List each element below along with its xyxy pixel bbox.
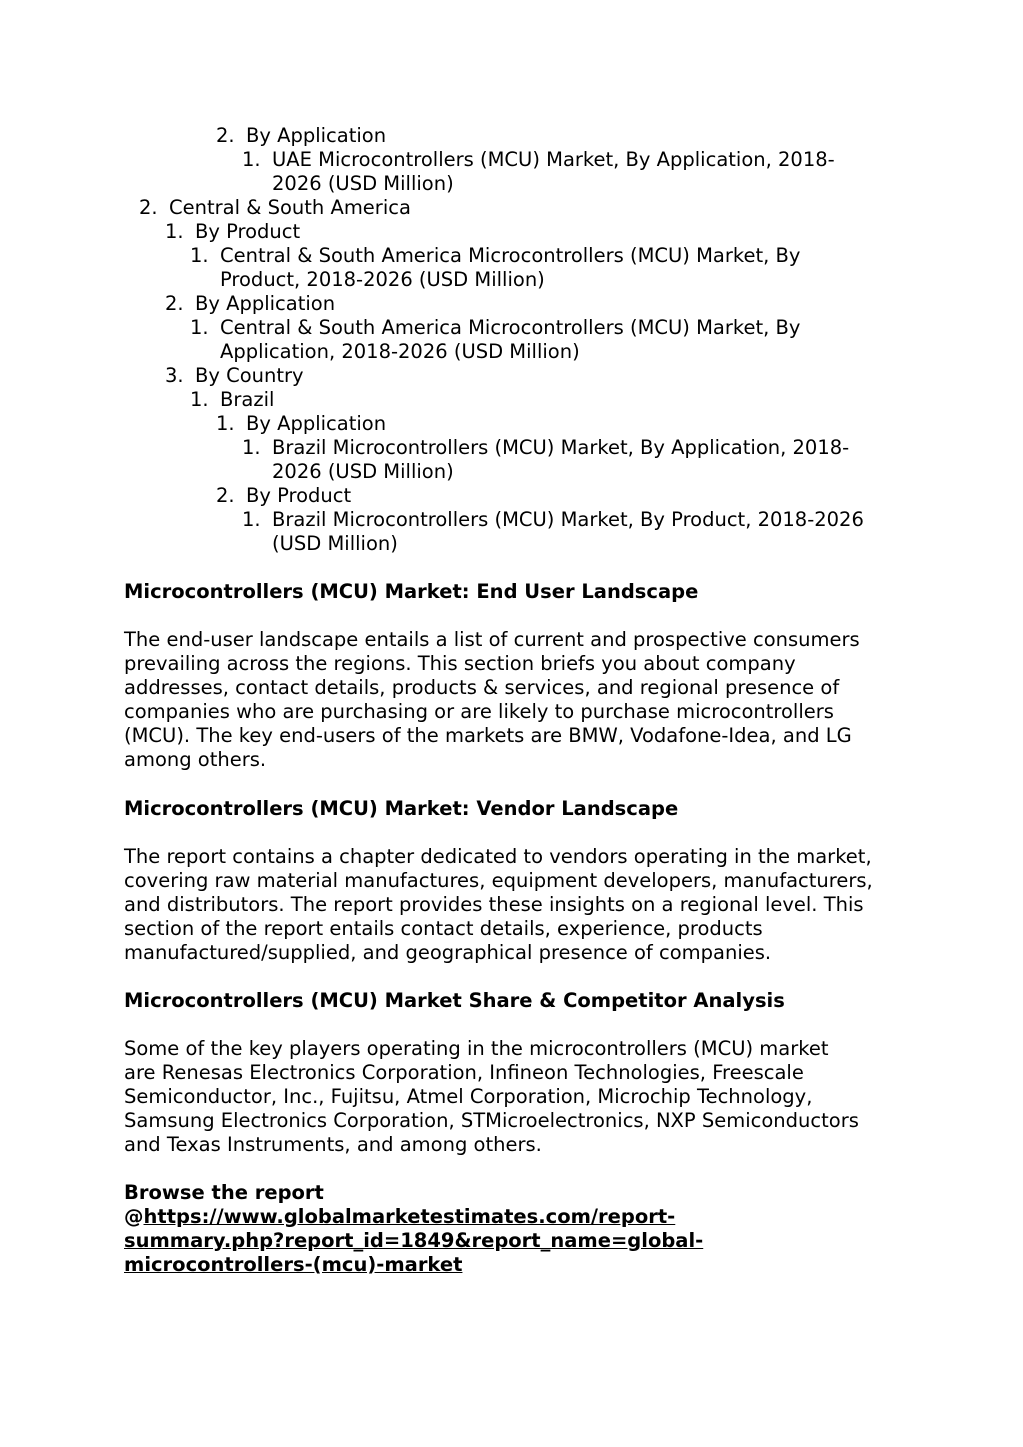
outline-item-text: By Product [195, 220, 301, 243]
outline-number: 2. [216, 124, 235, 147]
paragraph-line: are Renesas Electronics Corporation, Infineon Technologies, Freescale [124, 1061, 804, 1084]
browse-link-line-2 [124, 1229, 703, 1253]
outline-item-text: By Application [246, 412, 387, 435]
outline-item-text: Brazil [220, 388, 275, 411]
outline-number: 1. [216, 412, 235, 435]
outline-item-text: Central & South America Microcontrollers (MCU) Market, By [220, 244, 801, 267]
outline-item-text-continued: Application, 2018-2026 (USD Million) [220, 340, 580, 363]
report-link[interactable]: https://www.globalmarketestimates.com/report- [143, 1205, 676, 1228]
report-link-continued[interactable]: microcontrollers-(mcu)-market [124, 1253, 463, 1276]
outline-item-text: Brazil Microcontrollers (MCU) Market, By Product, 2018-2026 [272, 508, 864, 531]
paragraph-line: Some of the key players operating in the microcontrollers (MCU) market [124, 1037, 829, 1060]
outline-number: 2. [165, 292, 184, 315]
outline-number: 1. [242, 436, 261, 459]
browse-link-line-3 [124, 1253, 462, 1277]
section-heading-market-share: Microcontrollers (MCU) Market Share & Competitor Analysis [124, 989, 785, 1012]
paragraph-line: and distributors. The report provides these insights on a regional level. This [124, 893, 864, 916]
outline-item-text: By Application [195, 292, 336, 315]
paragraph-line: Semiconductor, Inc., Fujitsu, Atmel Corporation, Microchip Technology, [124, 1085, 813, 1108]
outline-item-text: By Application [246, 124, 387, 147]
outline-number: 1. [190, 388, 209, 411]
report-link-continued[interactable]: summary.php?report_id=1849&report_name=global- [124, 1229, 704, 1252]
outline-item-text: By Product [246, 484, 352, 507]
outline-number: 1. [242, 148, 261, 171]
browse-at-prefix: @ [124, 1205, 144, 1228]
browse-label: Browse the report [124, 1181, 324, 1204]
paragraph-line: The report contains a chapter dedicated to vendors operating in the market, [124, 845, 872, 868]
paragraph-line: Samsung Electronics Corporation, STMicroelectronics, NXP Semiconductors [124, 1109, 859, 1132]
paragraph-line: The end-user landscape entails a list of current and prospective consumers [124, 628, 860, 651]
paragraph-line: prevailing across the regions. This section briefs you about company [124, 652, 796, 675]
outline-number: 1. [242, 508, 261, 531]
paragraph-line: manufactured/supplied, and geographical presence of companies. [124, 941, 772, 964]
outline-item-text: Brazil Microcontrollers (MCU) Market, By Application, 2018- [272, 436, 850, 459]
paragraph-line: companies who are purchasing or are likely to purchase microcontrollers [124, 700, 834, 723]
outline-item-text-continued: (USD Million) [272, 532, 398, 555]
outline-number: 1. [165, 220, 184, 243]
outline-number: 2. [216, 484, 235, 507]
paragraph-line: covering raw material manufactures, equipment developers, manufacturers, [124, 869, 873, 892]
outline-item-text: Central & South America [169, 196, 411, 219]
paragraph-market-share [124, 1037, 894, 1157]
paragraph-line: addresses, contact details, products & services, and regional presence of [124, 676, 840, 699]
paragraph-line: section of the report entails contact details, experience, products [124, 917, 763, 940]
outline-item-text: Central & South America Microcontrollers (MCU) Market, By [220, 316, 801, 339]
outline-item-text-continued: 2026 (USD Million) [272, 460, 454, 483]
browse-link-line-1 [124, 1205, 675, 1229]
outline-number: 2. [139, 196, 158, 219]
paragraph-line: (MCU). The key end-users of the markets are BMW, Vodafone-Idea, and LG [124, 724, 852, 747]
paragraph-line: among others. [124, 748, 267, 771]
section-heading-end-user: Microcontrollers (MCU) Market: End User Landscape [124, 580, 699, 603]
outline-number: 1. [190, 316, 209, 339]
outline-item-text: By Country [195, 364, 304, 387]
section-heading-vendor: Microcontrollers (MCU) Market: Vendor Landscape [124, 797, 679, 820]
paragraph-vendor [124, 845, 894, 965]
outline-item-text: UAE Microcontrollers (MCU) Market, By Application, 2018- [272, 148, 835, 171]
paragraph-end-user [124, 628, 894, 772]
outline-number: 1. [190, 244, 209, 267]
outline-item-text-continued: 2026 (USD Million) [272, 172, 454, 195]
outline-number: 3. [165, 364, 184, 387]
outline-item-text-continued: Product, 2018-2026 (USD Million) [220, 268, 545, 291]
paragraph-line: and Texas Instruments, and among others. [124, 1133, 542, 1156]
